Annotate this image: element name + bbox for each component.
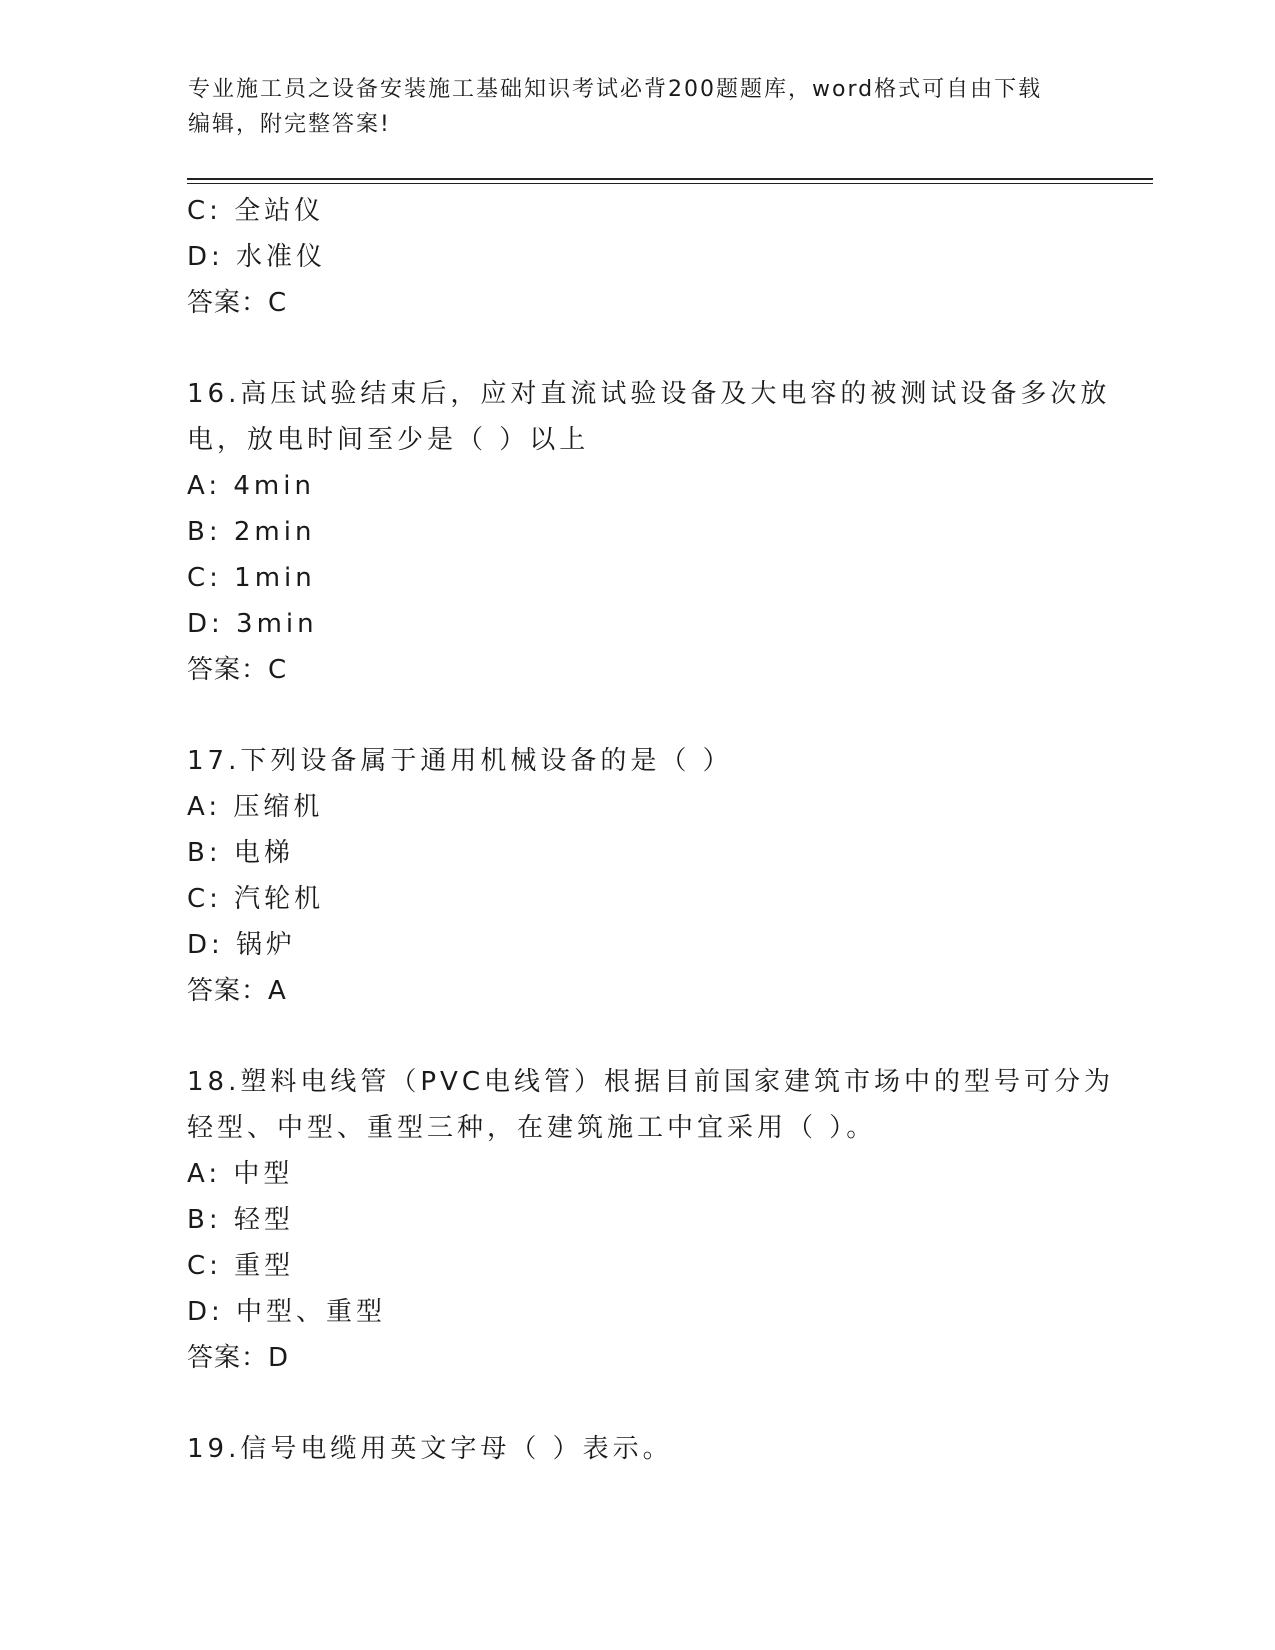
- option-d: D: 锅炉: [187, 930, 297, 960]
- question-19: [187, 1426, 1087, 1472]
- header-line-1: 专业施工员之设备安装施工基础知识考试必背200题题库，word格式可自由下载: [188, 77, 1043, 102]
- option-c: C: 重型: [187, 1251, 295, 1281]
- question-text-line-2: 电，放电时间至少是（ ）以上: [187, 425, 590, 455]
- option-c: C: 汽轮机: [187, 884, 325, 914]
- answer: 答案：D: [187, 1343, 290, 1373]
- option-b: B: 电梯: [187, 838, 294, 868]
- question-list: [187, 188, 1114, 1472]
- answer: 答案：C: [187, 288, 288, 318]
- question-17: [187, 738, 1087, 1014]
- option-a: A: 中型: [187, 1159, 294, 1189]
- page-header: [188, 72, 1088, 142]
- header-rule-thin: [187, 183, 1153, 184]
- option-b: B: 轻型: [187, 1205, 294, 1235]
- option-d: D: 中型、重型: [187, 1297, 387, 1327]
- answer: 答案：A: [187, 976, 287, 1006]
- option-d: D: 水准仪: [187, 242, 327, 272]
- prev-question: [187, 188, 1087, 326]
- answer: 答案：C: [187, 655, 288, 685]
- question-text-line-1: 16.高压试验结束后，应对直流试验设备及大电容的被测试设备多次放: [187, 379, 1111, 409]
- option-d: D: 3min: [187, 609, 318, 639]
- question-18: [187, 1059, 1114, 1381]
- option-c: C: 1min: [187, 563, 316, 593]
- option-b: B: 2min: [187, 517, 316, 547]
- question-16: [187, 371, 1111, 693]
- question-text-line-1: 17.下列设备属于通用机械设备的是（ ）: [187, 746, 733, 776]
- option-c: C: 全站仪: [187, 196, 325, 226]
- question-text-line-1: 19.信号电缆用英文字母（ ）表示。: [187, 1434, 673, 1464]
- header-line-2: 编辑，附完整答案!: [188, 112, 391, 137]
- option-a: A: 4min: [187, 471, 315, 501]
- option-a: A: 压缩机: [187, 792, 324, 822]
- question-text-line-2: 轻型、中型、重型三种，在建筑施工中宜采用（ ）。: [187, 1113, 877, 1143]
- header-rule-thick: [187, 178, 1153, 180]
- question-text-line-1: 18.塑料电线管（PVC电线管）根据目前国家建筑市场中的型号可分为: [187, 1067, 1114, 1097]
